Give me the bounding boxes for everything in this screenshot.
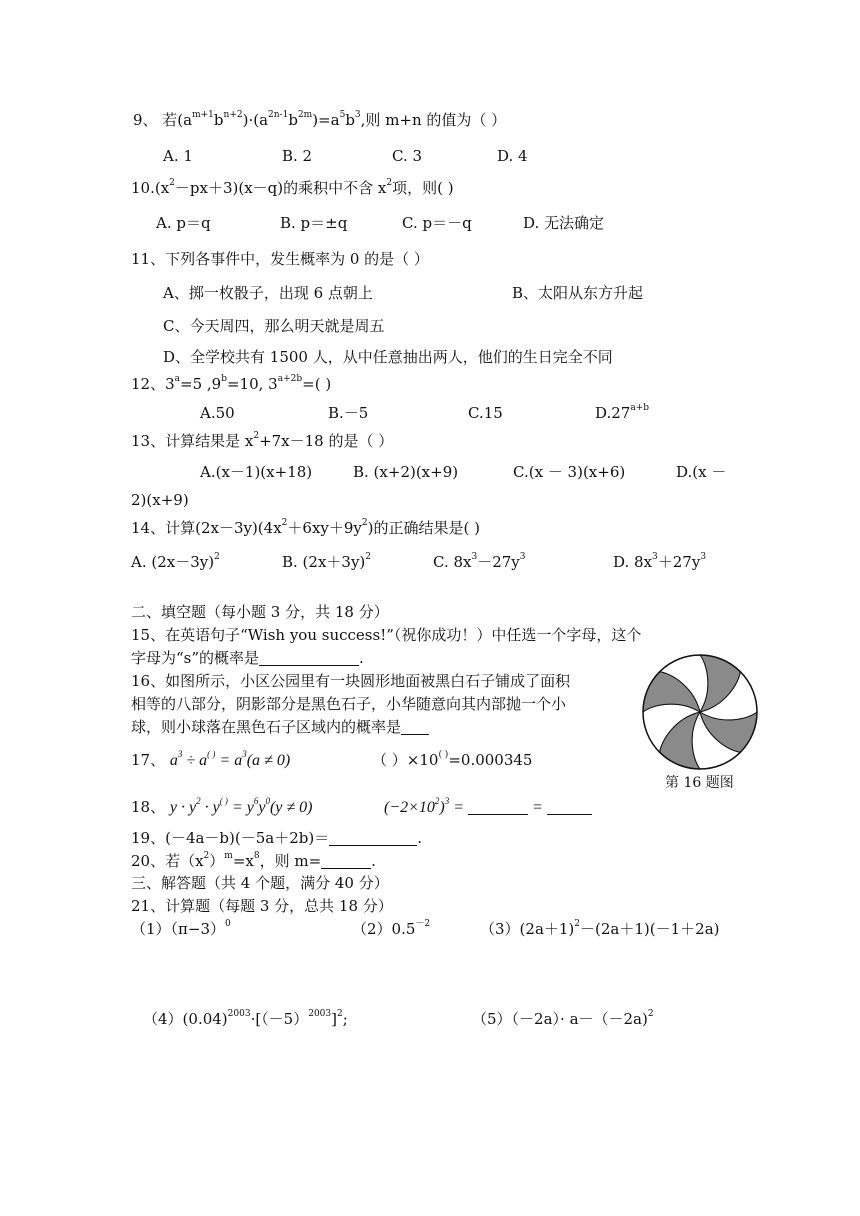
q17-exp: ( ): [207, 748, 216, 759]
q12-text: 12、3: [131, 375, 175, 393]
q21-part-4: [143, 1009, 348, 1029]
q14-exp: 2: [214, 552, 220, 562]
q9-text: b: [288, 111, 298, 129]
q9-exp: 5: [339, 110, 346, 120]
q11-option-c: C、今天周四，那么明天就是周五: [163, 317, 385, 335]
q21-part-5: [472, 1009, 654, 1029]
q21-exp: 2: [574, 919, 581, 929]
q14-exp: 3: [652, 552, 658, 562]
q12-text: =( ): [302, 375, 332, 393]
q21-text: ]: [331, 1010, 337, 1028]
q13-option-d-wrap: 2)(x+9): [131, 491, 189, 509]
q18-exp: 2: [434, 795, 440, 806]
pinwheel-circle-diagram: [640, 652, 760, 772]
q9-text: ,则 m+n 的值为（ ）: [360, 111, 507, 129]
q21-text: （4）(0.04): [143, 1010, 228, 1028]
q21-exp: 2: [647, 1009, 654, 1019]
q15-text: 字母为“s”的概率是: [131, 649, 260, 667]
q18-answer-blank-1[interactable]: [468, 798, 528, 815]
q9-text: )·(a: [242, 111, 269, 129]
q20-exp: m: [224, 851, 233, 861]
q17-exp: ( ): [438, 750, 449, 760]
q11-option-a: A、掷一枚骰子，出现 6 点朝上: [163, 284, 373, 302]
question-9: [133, 110, 506, 130]
q20-answer-blank[interactable]: [321, 852, 371, 869]
q9-option-d: D. 4: [497, 147, 528, 165]
q12-exp: a: [174, 374, 181, 384]
q9-exp: 2n-1: [268, 110, 289, 120]
question-18: [131, 797, 313, 818]
q17-formula: [169, 748, 291, 769]
q21-text: （3）(2a＋1): [480, 920, 575, 938]
q9-exp: m+1: [192, 110, 214, 120]
q18-text: (y ≠ 0): [269, 799, 313, 816]
q13-option-a: A.(x－1)(x+18): [200, 463, 313, 481]
question-17: [131, 750, 290, 771]
q21-part-2: [352, 919, 430, 939]
q18-exp: 6: [253, 795, 259, 806]
q18-text: · y: [200, 799, 220, 816]
q21-text: －(2a＋1)(－1＋2a): [580, 920, 720, 938]
figure-caption: 第 16 题图: [665, 775, 734, 791]
q15-text: .: [359, 649, 364, 667]
q18-text: =: [528, 799, 547, 816]
q20-text: 20、若（x: [131, 852, 204, 870]
q21-text: （1）（π−3）: [131, 920, 226, 938]
q14-option-d-text: D. 8x: [613, 553, 653, 571]
q11-option-b: B、太阳从东方升起: [512, 284, 644, 302]
q13-option-d: D.(x －: [676, 463, 727, 481]
q13-option-c: C.(x － 3)(x+6): [513, 463, 626, 481]
q14-option-c-text: －27y: [477, 553, 520, 571]
q16-answer-blank[interactable]: [401, 718, 429, 735]
q18-right-formula: [384, 795, 469, 816]
question-17-right: [372, 750, 532, 770]
q9-exp: n+2: [223, 110, 243, 120]
q18-number: 18、: [131, 798, 166, 816]
q21-text: ·[（－5）: [250, 1010, 309, 1028]
question-15: 15、在英语句子“Wish you success!”（祝你成功！）中任选一个字母，这个: [131, 626, 642, 644]
q17-text: a: [169, 752, 178, 769]
q10-text: 项，则( ): [392, 179, 454, 197]
q21-part-3: [480, 919, 719, 939]
question-20: [131, 851, 376, 871]
q13-exp: 2: [253, 431, 260, 441]
q18-text: y: [258, 799, 266, 816]
q20-text: ，则 m=: [259, 852, 322, 870]
q9-option-a: A. 1: [163, 147, 193, 165]
q9-text: b: [345, 111, 355, 129]
question-19: [131, 828, 422, 848]
q14-option-c: [433, 552, 526, 572]
question-16-line3: [131, 717, 429, 737]
q9-exp: 3: [354, 110, 361, 120]
q13-text: +7x－18 的是（ ）: [259, 432, 394, 450]
q21-part-1: [131, 919, 231, 939]
q18-exp: 0: [265, 795, 270, 806]
q12-option-b: B.－5: [328, 404, 369, 422]
question-16: 16、如图所示，小区公园里有一块圆形地面被黑白石子铺成了面积: [131, 672, 571, 690]
question-14: [131, 518, 480, 538]
q21-exp: 2: [337, 1009, 343, 1019]
q14-option-c-text: C. 8x: [433, 553, 472, 571]
q14-option-b-text: B. (2x＋3y): [282, 553, 366, 571]
q21-text: ;: [342, 1010, 348, 1028]
q20-text: ）: [209, 852, 225, 870]
q20-exp: 8: [253, 851, 260, 861]
q14-text: ＋6xy＋9y: [287, 519, 362, 537]
q14-option-d: [613, 552, 706, 572]
question-11: 11、下列各事件中，发生概率为 0 的是（ ）: [131, 250, 429, 268]
q12-text: =5 ,9: [180, 375, 222, 393]
q14-option-b: [282, 552, 371, 572]
q20-text: .: [371, 852, 376, 870]
q10-exp: 2: [169, 178, 175, 188]
q17-text: (a ≠ 0): [246, 752, 291, 769]
q14-option-d-text: ＋27y: [657, 553, 701, 571]
question-12: [131, 374, 331, 394]
q10-text: 10.(x: [131, 179, 170, 197]
pinwheel-figure: [640, 652, 760, 776]
q18-answer-blank-2[interactable]: [547, 798, 592, 815]
q13-text: 13、计算结果是 x: [131, 432, 254, 450]
question-13: [131, 431, 393, 451]
q17-exp: 3: [242, 748, 247, 759]
q17-text: =0.000345: [448, 751, 533, 769]
q9-text: b: [213, 111, 224, 129]
q17-number: 17、: [131, 751, 166, 769]
q14-exp: 3: [700, 552, 707, 562]
q12-option-d: [595, 403, 649, 423]
q9-option-b: B. 2: [282, 147, 313, 165]
q20-exp: 2: [203, 851, 210, 861]
q21-text: （2）0.5: [352, 920, 416, 938]
q21-text: （5）（－2a）· a－（－2a): [472, 1010, 648, 1028]
q10-option-b: B. p＝±q: [280, 214, 348, 232]
q18-exp: ( ): [219, 795, 228, 806]
question-21: 21、计算题（每题 3 分，总共 18 分）: [131, 897, 393, 915]
q14-exp: 2: [281, 518, 288, 528]
q20-text: =x: [232, 852, 254, 870]
question-16-line2: 相等的八部分，阴影部分是黑色石子，小华随意向其内部抛一个小: [131, 695, 567, 713]
q11-option-d: D、全学校共有 1500 人，从中任意抽出两人，他们的生日完全不同: [163, 348, 613, 366]
question-18-right: [384, 797, 592, 818]
section-2-heading: 二、填空题（每小题 3 分，共 18 分）: [131, 603, 389, 621]
q18-text: = y: [227, 799, 254, 816]
q18-text: y · y: [169, 799, 197, 816]
q15-answer-blank[interactable]: [259, 649, 359, 666]
q9-text: )=a: [312, 111, 340, 129]
section-3-heading: 三、解答题（共 4 个题，满分 40 分）: [131, 874, 389, 892]
q21-exp: －2: [415, 919, 431, 929]
q12-exp: b: [221, 374, 227, 384]
q14-option-a: [131, 552, 220, 572]
q14-exp: 3: [519, 552, 526, 562]
q10-option-d: D. 无法确定: [523, 214, 605, 232]
q18-text: =: [449, 799, 469, 816]
q14-exp: 2: [361, 518, 368, 528]
q16-text: 球，则小球落在黑色石子区域内的概率是: [131, 718, 402, 736]
q19-text: 19、(－4a－b)(－5a＋2b)＝: [131, 829, 330, 847]
q12-option-a: A.50: [200, 404, 235, 422]
q17-text: = a: [215, 752, 243, 769]
q12-option-d-text: D.27: [595, 404, 631, 422]
q21-exp: 0: [225, 919, 231, 929]
q9-exp: 2m: [297, 110, 313, 120]
q12-exp: a+2b: [277, 374, 303, 384]
q17-exp: 3: [177, 748, 183, 759]
q10-text: －px＋3)(x－q)的乘积中不含 x: [174, 179, 387, 197]
question-15-line2: [131, 648, 364, 668]
q18-exp: 3: [444, 795, 450, 806]
q12-option-c: C.15: [468, 404, 503, 422]
q17-text: ÷ a: [182, 752, 208, 769]
q10-option-a: A. p＝q: [156, 214, 211, 232]
q10-option-c: C. p＝－q: [402, 214, 472, 232]
q9-text: 9、 若(a: [133, 111, 193, 129]
q14-exp: 3: [471, 552, 478, 562]
q17-text: （ ）×10: [372, 751, 439, 769]
q18-exp: 2: [196, 795, 201, 806]
question-10: [131, 178, 454, 198]
q19-text: .: [417, 829, 422, 847]
q18-text: (−2×10: [384, 799, 435, 816]
q21-exp: 2003: [227, 1009, 251, 1019]
q21-exp: 2003: [308, 1009, 332, 1019]
q12-option-d-exp: a+b: [630, 403, 650, 413]
q9-option-c: C. 3: [392, 147, 423, 165]
q14-exp: 2: [365, 552, 372, 562]
q13-option-b: B. (x+2)(x+9): [353, 463, 459, 481]
q10-exp: 2: [386, 178, 393, 188]
q19-answer-blank[interactable]: [329, 829, 417, 846]
q12-text: =10, 3: [226, 375, 278, 393]
q14-text: )的正确结果是( ): [367, 519, 480, 537]
q18-formula: [169, 795, 313, 816]
q14-text: 14、计算(2x－3y)(4x: [131, 519, 282, 537]
q14-option-a-text: A. (2x－3y): [131, 553, 215, 571]
q18-text: ): [439, 799, 445, 816]
